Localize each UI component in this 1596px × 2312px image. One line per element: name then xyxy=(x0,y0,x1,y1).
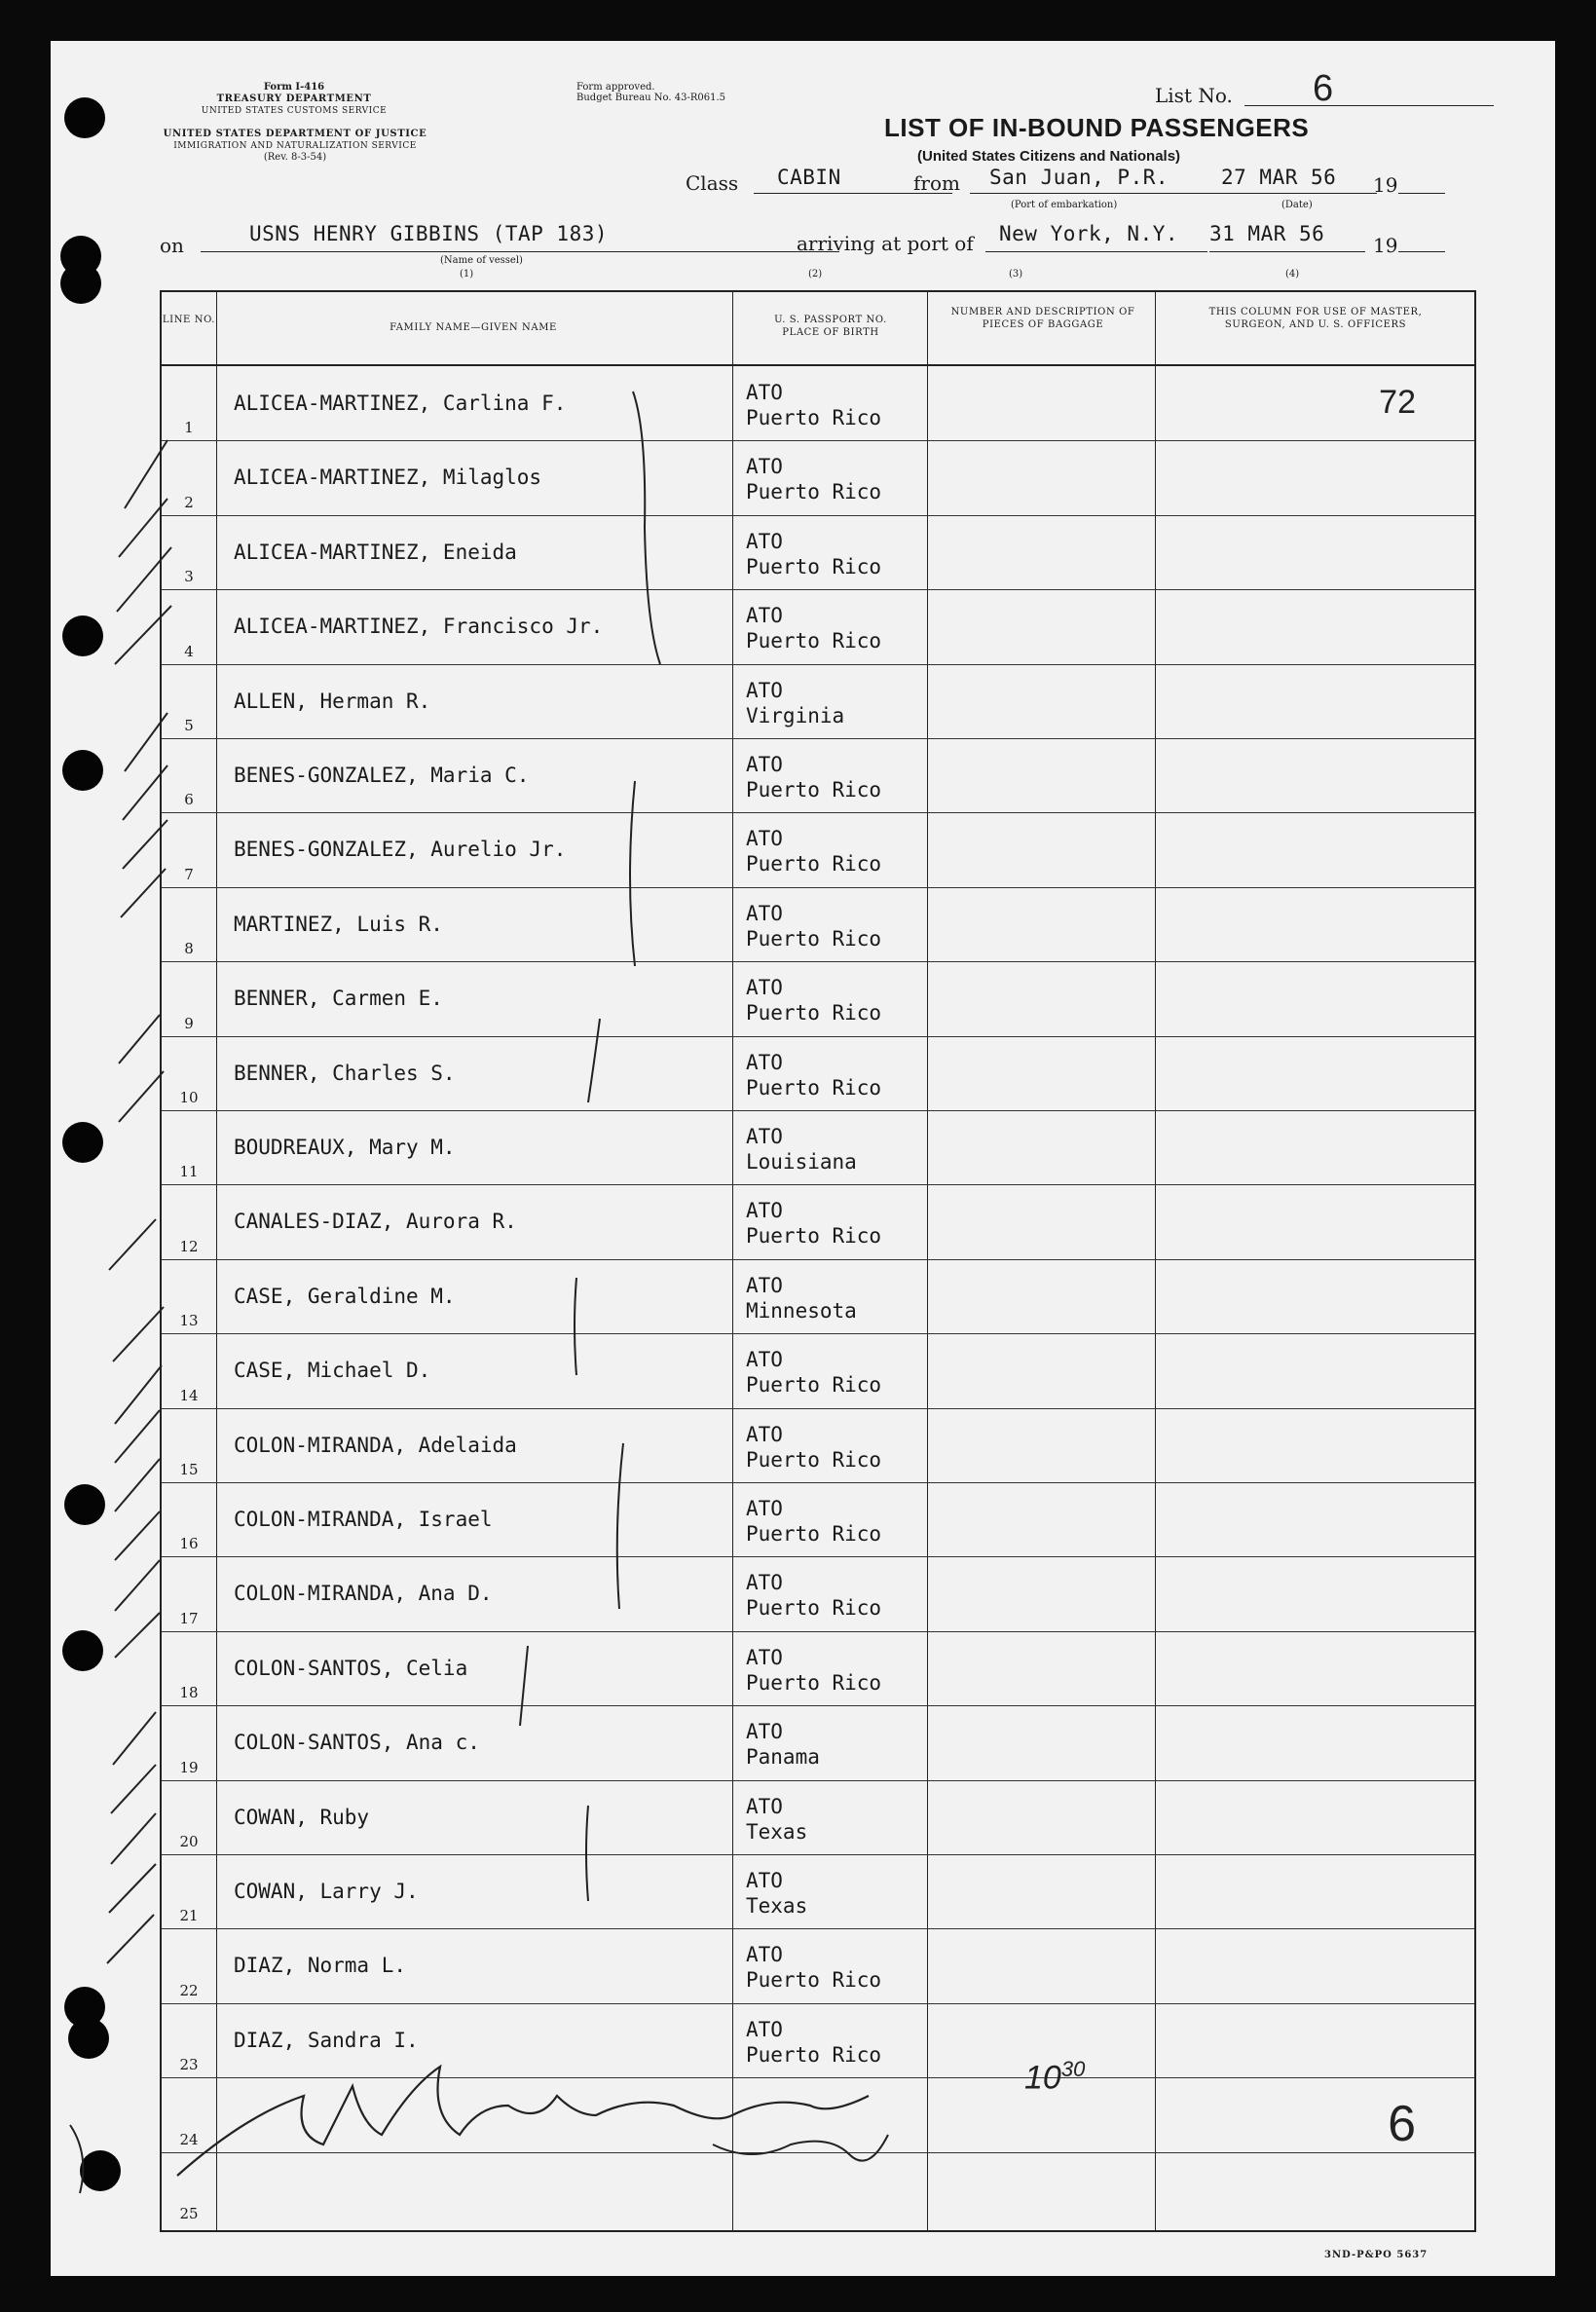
ins-service: IMMIGRATION AND NATURALIZATION SERVICE xyxy=(173,141,417,151)
line-number: 6 xyxy=(184,791,194,809)
form-number: Form I-416 xyxy=(263,82,325,93)
passport-number: ATO xyxy=(746,1050,783,1074)
passenger-name: BENNER, Carmen E. xyxy=(234,987,443,1011)
passenger-name: MARTINEZ, Luis R. xyxy=(234,912,443,936)
passenger-name: COLON-SANTOS, Ana c. xyxy=(234,1731,480,1755)
passport-birth-cell xyxy=(746,975,881,1025)
passport-number: ATO xyxy=(746,678,783,702)
passenger-name: ALICEA-MARTINEZ, Eneida xyxy=(234,540,517,564)
passport-birth-cell xyxy=(746,1942,881,1993)
passenger-name: DIAZ, Norma L. xyxy=(234,1954,407,1978)
line-number: 1 xyxy=(184,419,194,437)
passport-birth-cell xyxy=(746,1347,881,1398)
table-row xyxy=(162,2152,1474,2226)
officer-note: 72 xyxy=(1379,384,1416,421)
passport-birth-cell xyxy=(746,752,881,802)
punch-hole xyxy=(62,1630,103,1671)
footer-code: 3ND-P&PO 5637 xyxy=(1324,2250,1429,2260)
passport-number: ATO xyxy=(746,1645,783,1669)
header-name: FAMILY NAME—GIVEN NAME xyxy=(390,322,557,333)
place-of-birth: Puerto Rico xyxy=(746,406,882,429)
passport-birth-cell xyxy=(746,603,881,653)
officer-cell xyxy=(1155,589,1474,663)
passport-number: ATO xyxy=(746,1348,783,1372)
place-of-birth: Puerto Rico xyxy=(746,2042,882,2067)
officer-cell xyxy=(1155,440,1474,514)
punch-hole xyxy=(68,2018,109,2059)
line-number: 11 xyxy=(179,1163,199,1181)
place-of-birth: Texas xyxy=(746,1819,808,1844)
revision: (Rev. 8-3-54) xyxy=(263,152,327,163)
passenger-name: BENNER, Charles S. xyxy=(234,1061,456,1085)
passenger-name: COLON-MIRANDA, Israel xyxy=(234,1508,493,1531)
line-number: 3 xyxy=(184,568,194,586)
officer-cell xyxy=(1155,1780,1474,1854)
passenger-name: COLON-SANTOS, Celia xyxy=(234,1656,468,1680)
officer-cell xyxy=(1155,738,1474,812)
passport-number: ATO xyxy=(746,1273,783,1297)
officer-cell xyxy=(1155,1333,1474,1407)
table-row xyxy=(162,1259,1474,1334)
passenger-name: COWAN, Larry J. xyxy=(234,1880,419,1903)
table-row xyxy=(162,1408,1474,1483)
line-number: 12 xyxy=(179,1237,199,1255)
officer-cell xyxy=(1155,2152,1474,2226)
place-of-birth: Puerto Rico xyxy=(746,1373,882,1398)
list-no-field xyxy=(1244,68,1494,109)
passenger-name: CASE, Michael D. xyxy=(234,1359,431,1383)
year-field-2 xyxy=(1398,224,1445,252)
passport-number: ATO xyxy=(746,2017,783,2041)
table-row xyxy=(162,1110,1474,1185)
table-row xyxy=(162,961,1474,1036)
header-officers: THIS COLUMN FOR USE OF MASTER, SURGEON, AND U. S. OFFICERS xyxy=(1208,307,1423,330)
year-field-1 xyxy=(1398,166,1445,194)
form-subtitle: (United States Citizens and Nationals) xyxy=(917,148,1181,165)
passenger-name: BOUDREAUX, Mary M. xyxy=(234,1136,456,1159)
arrival-port-field: New York, N.Y. xyxy=(985,222,1207,252)
line-number: 19 xyxy=(179,1758,199,1776)
date-caption: (Date) xyxy=(1281,200,1313,210)
line-number: 2 xyxy=(184,493,194,511)
passport-birth-cell xyxy=(746,1422,881,1473)
table-row xyxy=(162,738,1474,813)
passport-birth-cell xyxy=(746,1794,807,1845)
passport-number: ATO xyxy=(746,1794,783,1818)
line-number: 23 xyxy=(179,2056,199,2074)
passport-number: ATO xyxy=(746,1125,783,1148)
passport-number: ATO xyxy=(746,976,783,1000)
place-of-birth: Puerto Rico xyxy=(746,1001,882,1025)
table-row xyxy=(162,1333,1474,1408)
passport-number: ATO xyxy=(746,529,783,553)
list-no-value: 6 xyxy=(1313,68,1334,109)
table-row xyxy=(162,1780,1474,1855)
place-of-birth: Puerto Rico xyxy=(746,852,882,876)
line-number: 7 xyxy=(184,865,194,883)
line-number: 15 xyxy=(179,1460,199,1478)
table-row xyxy=(162,1928,1474,2003)
passport-birth-cell xyxy=(746,1273,857,1324)
passport-number: ATO xyxy=(746,1199,783,1223)
approval-line-2: Budget Bureau No. 43-R061.5 xyxy=(576,93,725,103)
class-label: Class xyxy=(686,171,739,195)
officer-cell xyxy=(1155,1928,1474,2002)
passport-birth-cell xyxy=(746,380,881,430)
passport-number: ATO xyxy=(746,455,783,479)
customs-service: UNITED STATES CUSTOMS SERVICE xyxy=(201,106,388,116)
passenger-name: DIAZ, Sandra I. xyxy=(234,2028,419,2052)
passport-number: ATO xyxy=(746,604,783,628)
punch-hole xyxy=(62,1122,103,1163)
header-line-no: LINE NO. xyxy=(162,315,216,325)
table-row xyxy=(162,887,1474,962)
passenger-name: CASE, Geraldine M. xyxy=(234,1284,456,1308)
passport-birth-cell xyxy=(746,2017,881,2068)
from-label: from xyxy=(913,171,960,195)
line-number: 10 xyxy=(179,1088,199,1106)
passenger-name: ALICEA-MARTINEZ, Carlina F. xyxy=(234,392,567,415)
officer-cell xyxy=(1155,1556,1474,1630)
officer-cell xyxy=(1155,1036,1474,1110)
officer-cell xyxy=(1155,1854,1474,1928)
officer-cell xyxy=(1155,1631,1474,1705)
passport-number: ATO xyxy=(746,1571,783,1595)
table-row xyxy=(162,515,1474,590)
treasury-dept: TREASURY DEPARTMENT xyxy=(216,93,372,104)
table-row xyxy=(162,812,1474,887)
passport-birth-cell xyxy=(746,901,881,951)
line-number: 18 xyxy=(179,1684,199,1702)
officer-cell xyxy=(1155,1259,1474,1333)
passport-number: ATO xyxy=(746,1497,783,1520)
passport-birth-cell xyxy=(746,1050,881,1100)
officer-cell xyxy=(1155,1408,1474,1482)
place-of-birth: Puerto Rico xyxy=(746,554,882,578)
passenger-table xyxy=(160,290,1476,2232)
table-row xyxy=(162,1036,1474,1111)
year-prefix-2: 19 xyxy=(1373,234,1398,257)
table-row xyxy=(162,1631,1474,1706)
officer-cell xyxy=(1155,1482,1474,1556)
place-of-birth: Puerto Rico xyxy=(746,926,882,951)
approval-line-1: Form approved. xyxy=(576,82,655,93)
officer-cell xyxy=(1155,1184,1474,1258)
line-number: 5 xyxy=(184,716,194,734)
line-number: 17 xyxy=(179,1609,199,1627)
table-row xyxy=(162,1184,1474,1259)
table-row xyxy=(162,589,1474,664)
passport-number: ATO xyxy=(746,1869,783,1892)
punch-hole xyxy=(64,97,105,138)
from-port-field: San Juan, P.R. xyxy=(970,166,1243,194)
passport-birth-cell xyxy=(746,1496,881,1547)
line-number: 4 xyxy=(184,642,194,660)
place-of-birth: Virginia xyxy=(746,703,845,727)
table-row xyxy=(162,2077,1474,2152)
passport-birth-cell xyxy=(746,826,881,876)
form-title: LIST OF IN-BOUND PASSENGERS xyxy=(884,113,1310,142)
passenger-name: COWAN, Ruby xyxy=(234,1805,370,1829)
time-note: 10 xyxy=(1024,2059,1061,2097)
justice-block xyxy=(105,129,485,164)
punch-hole xyxy=(62,750,103,791)
col-num-3: (3) xyxy=(1009,269,1023,280)
table-row xyxy=(162,1705,1474,1780)
passenger-name: ALICEA-MARTINEZ, Milaglos xyxy=(234,466,542,490)
line-number: 25 xyxy=(179,2204,199,2222)
officer-cell xyxy=(1155,515,1474,589)
passport-birth-cell xyxy=(746,1645,881,1696)
place-of-birth: Louisiana xyxy=(746,1150,857,1174)
time-sup: 30 xyxy=(1060,2057,1086,2081)
place-of-birth: Puerto Rico xyxy=(746,1447,882,1472)
passport-birth-cell xyxy=(746,1570,881,1621)
officer-cell xyxy=(1155,812,1474,886)
form-agency-block xyxy=(148,82,440,117)
vessel-field: USNS HENRY GIBBINS (TAP 183) xyxy=(201,222,839,252)
passport-number: ATO xyxy=(746,901,783,925)
punch-hole xyxy=(62,615,103,656)
from-date-field: 27 MAR 56 xyxy=(1207,166,1377,194)
place-of-birth: Puerto Rico xyxy=(746,1224,882,1249)
passport-birth-cell xyxy=(746,1124,857,1175)
table-row xyxy=(162,440,1474,515)
margin-mark xyxy=(70,2125,83,2193)
place-of-birth: Panama xyxy=(746,1745,820,1770)
officer-cell xyxy=(1155,1110,1474,1184)
officer-cell xyxy=(1155,1705,1474,1779)
passport-number: ATO xyxy=(746,1943,783,1967)
approval-block xyxy=(576,82,725,103)
place-of-birth: Puerto Rico xyxy=(746,480,882,504)
table-row xyxy=(162,2003,1474,2078)
place-of-birth: Texas xyxy=(746,1894,808,1918)
table-row xyxy=(162,366,1474,441)
passport-number: ATO xyxy=(746,827,783,851)
arrival-date-field: 31 MAR 56 xyxy=(1209,222,1365,252)
passport-number: ATO xyxy=(746,1720,783,1744)
passenger-name: COLON-MIRANDA, Adelaida xyxy=(234,1433,517,1457)
line-number: 8 xyxy=(184,940,194,958)
line-number: 9 xyxy=(184,1014,194,1032)
place-of-birth: Puerto Rico xyxy=(746,778,882,802)
place-of-birth: Puerto Rico xyxy=(746,629,882,653)
passenger-name: CANALES-DIAZ, Aurora R. xyxy=(234,1210,517,1234)
passenger-name: ALICEA-MARTINEZ, Francisco Jr. xyxy=(234,615,604,639)
line-number: 16 xyxy=(179,1535,199,1553)
place-of-birth: Puerto Rico xyxy=(746,1522,882,1546)
punch-hole xyxy=(80,2150,121,2191)
punch-hole xyxy=(60,263,101,304)
passport-birth-cell xyxy=(746,1868,807,1919)
passport-number: ATO xyxy=(746,381,783,404)
line-number: 14 xyxy=(179,1386,199,1404)
passport-number: ATO xyxy=(746,753,783,776)
vessel-caption: (Name of vessel) xyxy=(440,255,523,266)
justice-dept: UNITED STATES DEPARTMENT OF JUSTICE xyxy=(163,129,427,139)
line-number: 24 xyxy=(179,2130,199,2148)
passport-birth-cell xyxy=(746,1719,820,1770)
list-no-label: List No. xyxy=(1155,84,1233,107)
document-page xyxy=(51,41,1555,2276)
passenger-name: BENES-GONZALEZ, Aurelio Jr. xyxy=(234,838,567,862)
officer-cell xyxy=(1155,366,1474,440)
officer-note: 6 xyxy=(1388,2096,1416,2153)
arriving-label: arriving at port of xyxy=(797,232,974,255)
passenger-name: COLON-MIRANDA, Ana D. xyxy=(234,1582,493,1606)
year-prefix-1: 19 xyxy=(1373,173,1398,197)
passport-birth-cell xyxy=(746,454,881,504)
passenger-name: BENES-GONZALEZ, Maria C. xyxy=(234,764,530,787)
line-number: 21 xyxy=(179,1907,199,1925)
officer-cell xyxy=(1155,961,1474,1035)
place-of-birth: Puerto Rico xyxy=(746,1596,882,1621)
place-of-birth: Puerto Rico xyxy=(746,1075,882,1100)
class-field: CABIN xyxy=(754,166,952,194)
table-row xyxy=(162,1556,1474,1631)
line-number: 20 xyxy=(179,1832,199,1850)
place-of-birth: Puerto Rico xyxy=(746,1968,882,1993)
place-of-birth: Minnesota xyxy=(746,1298,857,1323)
table-row xyxy=(162,1854,1474,1929)
table-row xyxy=(162,664,1474,739)
col-num-1: (1) xyxy=(460,269,474,280)
line-number: 22 xyxy=(179,1981,199,1999)
port-embarkation-caption: (Port of embarkation) xyxy=(1011,200,1118,210)
header-passport: U. S. PASSPORT NO. PLACE OF BIRTH xyxy=(774,315,887,338)
officer-cell xyxy=(1155,887,1474,961)
on-label: on xyxy=(160,234,184,257)
officer-cell xyxy=(1155,664,1474,738)
place-of-birth: Puerto Rico xyxy=(746,1670,882,1695)
col-num-4: (4) xyxy=(1285,269,1300,280)
header-baggage: NUMBER AND DESCRIPTION OF PIECES OF BAGGAGE xyxy=(950,307,1135,330)
officer-cell xyxy=(1155,2077,1474,2151)
line-number: 13 xyxy=(179,1312,199,1330)
col-num-2: (2) xyxy=(808,269,823,280)
officer-cell xyxy=(1155,2003,1474,2077)
passport-birth-cell xyxy=(746,1198,881,1249)
punch-hole xyxy=(64,1484,105,1525)
passport-birth-cell xyxy=(746,678,844,728)
passport-number: ATO xyxy=(746,1422,783,1446)
passenger-name: ALLEN, Herman R. xyxy=(234,689,431,713)
passport-birth-cell xyxy=(746,529,881,579)
handwritten-time xyxy=(1024,2057,1085,2097)
table-row xyxy=(162,1482,1474,1557)
